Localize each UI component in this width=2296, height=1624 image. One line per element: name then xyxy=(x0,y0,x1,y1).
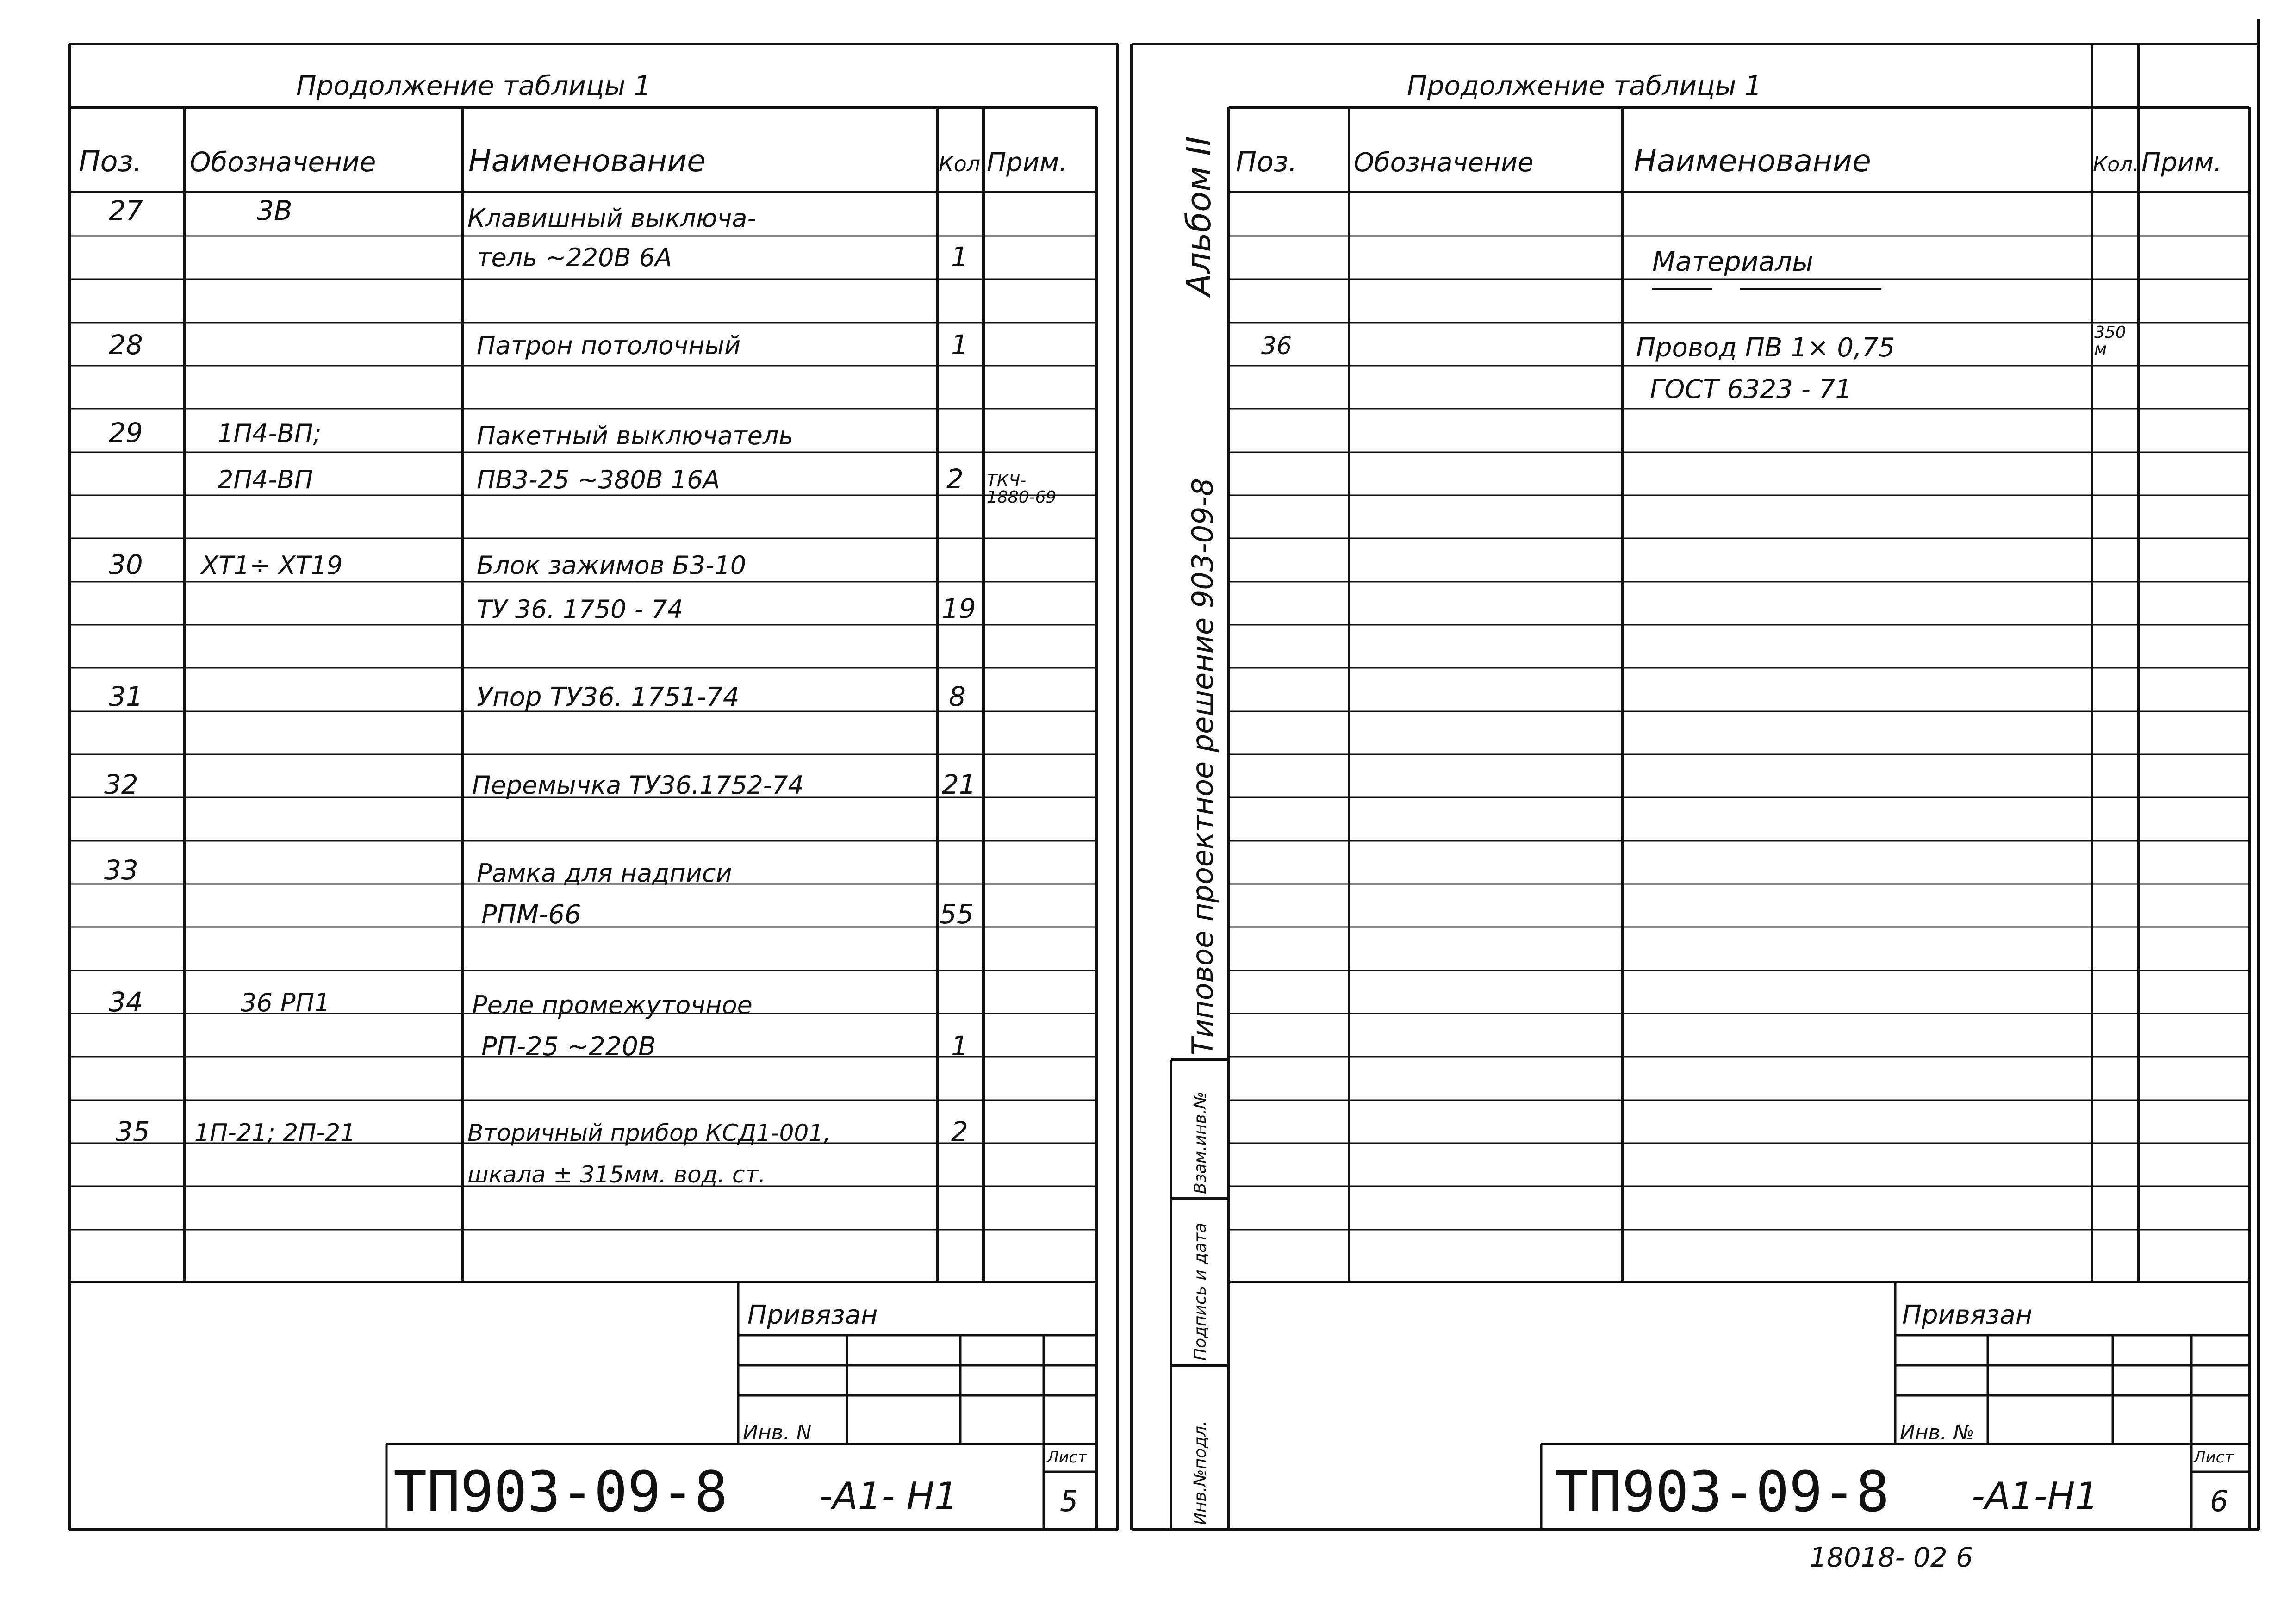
left-row-name: Реле промежуточное xyxy=(472,990,753,1020)
right-stamp-sheet-number: 6 xyxy=(2210,1484,2228,1518)
left-row-designation: 2П4-ВП xyxy=(218,465,313,494)
left-row-designation: 3В xyxy=(257,195,292,226)
left-row-pos: 35 xyxy=(116,1116,150,1147)
spine-field-inventory: Инв.№подл. xyxy=(1191,1420,1210,1525)
left-row-qty: 1 xyxy=(951,241,968,273)
left-row-name: Пакетный выключатель xyxy=(477,421,794,450)
spine-project-title: Типовое проектное решение 903-09-8 xyxy=(1186,478,1220,1055)
left-row-qty: 1 xyxy=(951,1030,968,1062)
left-stamp-sheet-label: Лист xyxy=(1047,1448,1087,1467)
right-stamp-sheet-label: Лист xyxy=(2194,1448,2234,1467)
left-row-pos: 28 xyxy=(109,329,143,361)
left-row-qty: 2 xyxy=(946,463,964,495)
right-header-name: Наименование xyxy=(1634,143,1871,179)
right-row-pos: 36 xyxy=(1261,332,1292,360)
right-sheet xyxy=(1132,19,2259,1530)
left-row-designation: ХТ1÷ ХТ19 xyxy=(201,551,343,580)
left-row-qty: 8 xyxy=(949,681,966,712)
left-row-pos: 30 xyxy=(109,549,143,580)
left-row-qty: 1 xyxy=(951,329,968,361)
left-header-name: Наименование xyxy=(468,143,706,179)
right-stamp-inv: Инв. № xyxy=(1900,1421,1975,1444)
left-row-name: ТУ 36. 1750 - 74 xyxy=(477,595,684,624)
left-row-designation: 36 РП1 xyxy=(241,988,330,1017)
left-row-name: тель ~220В 6А xyxy=(477,243,672,272)
right-section-materials: Материалы xyxy=(1652,246,1813,277)
left-row-name: Патрон потолочный xyxy=(477,331,741,360)
left-row-name: Упор ТУ36. 1751-74 xyxy=(477,682,740,712)
left-row-pos: 33 xyxy=(104,854,138,886)
left-row-pos: 27 xyxy=(109,195,143,226)
left-row-name: Вторичный прибор КСД1-001, xyxy=(467,1120,831,1146)
left-row-note: ТКЧ-1880-69 xyxy=(987,471,1057,507)
left-stamp-inv: Инв. N xyxy=(743,1421,812,1444)
left-row-name: РПМ-66 xyxy=(481,900,581,930)
binding-spine xyxy=(1132,44,1229,1530)
spine-field-replacement: Взам.инв.№ xyxy=(1191,1091,1210,1194)
left-row-name: ПВ3-25 ~380В 16А xyxy=(477,465,720,494)
left-row-name: РП-25 ~220В xyxy=(481,1032,656,1062)
left-stamp-bound: Привязан xyxy=(747,1300,878,1330)
left-table-title: Продолжение таблицы 1 xyxy=(296,70,651,101)
left-row-pos: 29 xyxy=(109,417,143,448)
right-row-qty: 350 м xyxy=(2094,323,2126,359)
left-row-name: Рамка для надписи xyxy=(477,859,732,888)
left-row-qty: 2 xyxy=(951,1116,968,1147)
right-stamp-suffix: -А1-Н1 xyxy=(1972,1475,2099,1518)
right-stamp-bound: Привязан xyxy=(1902,1300,2033,1330)
left-row-qty: 21 xyxy=(942,769,976,800)
left-row-pos: 32 xyxy=(104,769,138,800)
right-row-name: Провод ПВ 1× 0,75 xyxy=(1636,333,1895,363)
left-row-designation: 1П4-ВП; xyxy=(218,419,322,448)
left-row-pos: 34 xyxy=(109,986,143,1018)
left-row-designation: 1П-21; 2П-21 xyxy=(194,1119,356,1147)
left-header-pos: Поз. xyxy=(79,144,143,178)
left-row-pos: 31 xyxy=(109,681,143,712)
right-header-pos: Поз. xyxy=(1236,146,1297,178)
left-header-designation: Обозначение xyxy=(190,146,376,178)
left-row-qty: 55 xyxy=(940,898,974,930)
left-header-note: Прим. xyxy=(987,148,1068,178)
spine-field-signature-date: Подпись и дата xyxy=(1191,1222,1210,1361)
right-stamp-code: ТП903-09-8 xyxy=(1555,1460,1890,1524)
left-stamp-code: ТП903-09-8 xyxy=(393,1460,728,1524)
left-sheet xyxy=(69,44,1118,1530)
left-stamp-sheet-number: 5 xyxy=(1060,1484,1078,1518)
left-row-name: Клавишный выключа- xyxy=(467,204,757,233)
right-header-qty: Кол. xyxy=(2093,153,2140,176)
left-stamp-suffix: -А1- Н1 xyxy=(819,1475,958,1518)
right-table-title: Продолжение таблицы 1 xyxy=(1407,70,1762,101)
left-row-name: Перемычка ТУ36.1752-74 xyxy=(472,771,804,800)
left-row-name: шкала ± 315мм. вод. ст. xyxy=(467,1161,766,1188)
archive-number: 18018- 02 6 xyxy=(1810,1542,1973,1573)
left-row-qty: 19 xyxy=(942,593,976,624)
right-row-name: ГОСТ 6323 - 71 xyxy=(1650,374,1852,404)
spine-album-label: Альбом II xyxy=(1179,136,1218,296)
right-header-note: Прим. xyxy=(2141,148,2222,178)
left-row-name: Блок зажимов Б3-10 xyxy=(477,551,747,580)
right-header-designation: Обозначение xyxy=(1354,148,1534,178)
left-header-qty: Кол. xyxy=(939,151,987,176)
